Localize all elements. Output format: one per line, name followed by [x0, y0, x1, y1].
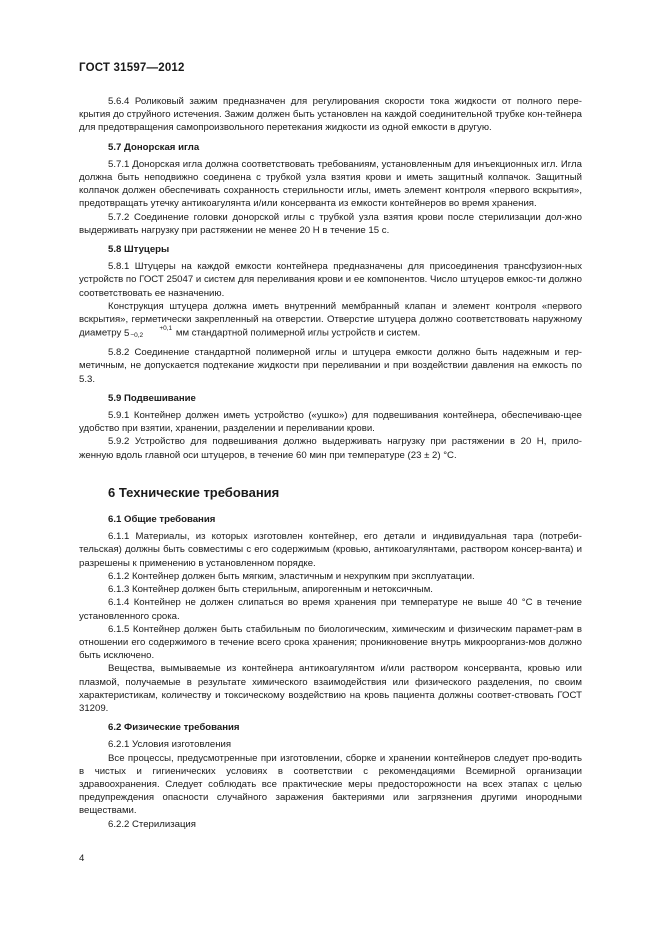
clause-6-2-2: 6.2.2 Стерилизация — [108, 818, 196, 830]
heading-6-1: 6.1 Общие требования — [108, 514, 216, 526]
heading-5-8: 5.8 Штуцеры — [108, 244, 170, 256]
heading-5-7: 5.7 Донорская игла — [108, 141, 200, 153]
clause-6-2-1-cont: Все процессы, предусмотренные при изготовлении, сборке и хранении контейнеров следует про-водить в чистых и гигиенических условиях в соответствии с рекомендациями Всемирной организации здравоохранения. Следует соблюдать все практические меры предосторожности на всех этапах с целью предупреждения опасности случайного заражения бактериями или загрязнения другими инородными веществами. — [79, 752, 582, 817]
clause-5-6-4: 5.6.4 Роликовый зажим предназначен для регулирования скорости тока жидкости от полного пере-крытия до струйного истечения. Зажим должен быть установлен на каждой соединительной трубке кон-тейнера для предотвращения самопроизвольного перетекания жидкости из одной емкости в другую. — [79, 96, 582, 134]
section-6-title: 6 Технические требования — [108, 484, 280, 500]
tolerance-lower: −0,2 — [130, 332, 144, 340]
clause-5-7-1: 5.7.1 Донорская игла должна соответствовать требованиям, установленным для инъекционных игл. Игла должна быть неподвижно соединена с трубкой узла взятия крови и иметь защитный колпачок. Защитный колпачок должен обеспечивать сохранность стерильности иглы, иметь элемент контроля «первого вскрытия», предотвращать утечку антикоагулянта и/или консерванта из емкости контейнеров во время хранения. — [79, 158, 582, 210]
tolerance-upper: +0,1 — [159, 325, 173, 333]
clause-6-1-5-cont: Вещества, вымываемые из контейнера антикоагулянтом и/или раствором консерванта, кровью или плазмой, получаемые в результате химического взаимодействия или физического разделения, по своим характеристикам, количеству и токсическому воздействию на кровь пациента должны соответ-ствовать ГОСТ 31209. — [79, 663, 582, 714]
diameter-tolerance — [130, 325, 172, 339]
clause-5-8-1: 5.8.1 Штуцеры на каждой емкости контейнера предназначены для присоединения трансфузион-ных устройств по ГОСТ 25047 и систем для переливания крови и ее компонентов. Число штуцеров емкос-ти должно соответствовать ее назначению. — [79, 261, 582, 299]
clause-5-9-2: 5.9.2 Устройство для подвешивания должно выдерживать нагрузку при растяжении в 20 Н, прило-женную вдоль главной оси штуцеров, в течение 60 мин при температуре (23 ± 2) °С. — [79, 436, 582, 461]
clause-5-8-1-cont — [79, 300, 582, 340]
clause-6-1-1: 6.1.1 Материалы, из которых изготовлен контейнер, его детали и индивидуальная тара (потреби-тельская) должны быть совместимы с его содержимым (кровью, антикоагулянтами, раствором консер-ванта) и разрешены к применению в установленном порядке. — [79, 531, 582, 569]
page-number: 4 — [79, 853, 85, 864]
clause-6-1-3: 6.1.3 Контейнер должен быть стерильным, апирогенным и нетоксичным. — [108, 584, 433, 596]
heading-5-9: 5.9 Подвешивание — [108, 392, 196, 404]
clause-5-7-2: 5.7.2 Соединение головки донорской иглы с трубкой узла взятия крови после стерилизации дол-жно выдерживать нагрузку при растяжении не менее 20 Н в течение 15 с. — [79, 211, 582, 236]
clause-5-8-2: 5.8.2 Соединение стандартной полимерной иглы и штуцера емкости должно быть надежным и гер-метичным, не допускается подтекание жидкости при переливании и при воздействии давления на емкость по 5.3. — [79, 347, 582, 385]
clause-5-8-1-cont-text: Конструкция штуцера должна иметь внутренний мембранный клапан и элемент контроля «первого вскрытия», герметически закрепленный на отверстии. Отверстие штуцера должно соответствовать наружному диаметру — [79, 300, 582, 339]
clause-6-2-1: 6.2.1 Условия изготовления — [108, 739, 232, 751]
clause-5-8-1-cont-end: мм стандартной полимерной иглы устройств и систем. — [175, 327, 421, 339]
diameter-dimension — [124, 325, 173, 340]
clause-6-1-2: 6.1.2 Контейнер должен быть мягким, эластичным и нехрупким при эксплуатации. — [108, 570, 475, 582]
document-header: ГОСТ 31597—2012 — [79, 62, 185, 74]
document-body — [79, 95, 582, 831]
clause-6-1-5: 6.1.5 Контейнер должен быть стабильным по биологическим, химическим и физическим парамет-рам в отношении его содержимого в течение всего срока хранения; проникновение внутрь микроорганиз-мов должно быть исключено. — [79, 623, 582, 662]
diameter-base: 5 — [124, 327, 130, 339]
clause-5-9-1: 5.9.1 Контейнер должен иметь устройство («ушко») для подвешивания контейнера, обеспечиваю-щее удобство при взятии, хранении, разделении и переливании крови. — [79, 410, 582, 435]
heading-6-2: 6.2 Физические требования — [108, 722, 240, 734]
clause-6-1-4: 6.1.4 Контейнер не должен слипаться во время хранения при температуре не выше 40 °С в течение установленного срока. — [79, 597, 582, 622]
